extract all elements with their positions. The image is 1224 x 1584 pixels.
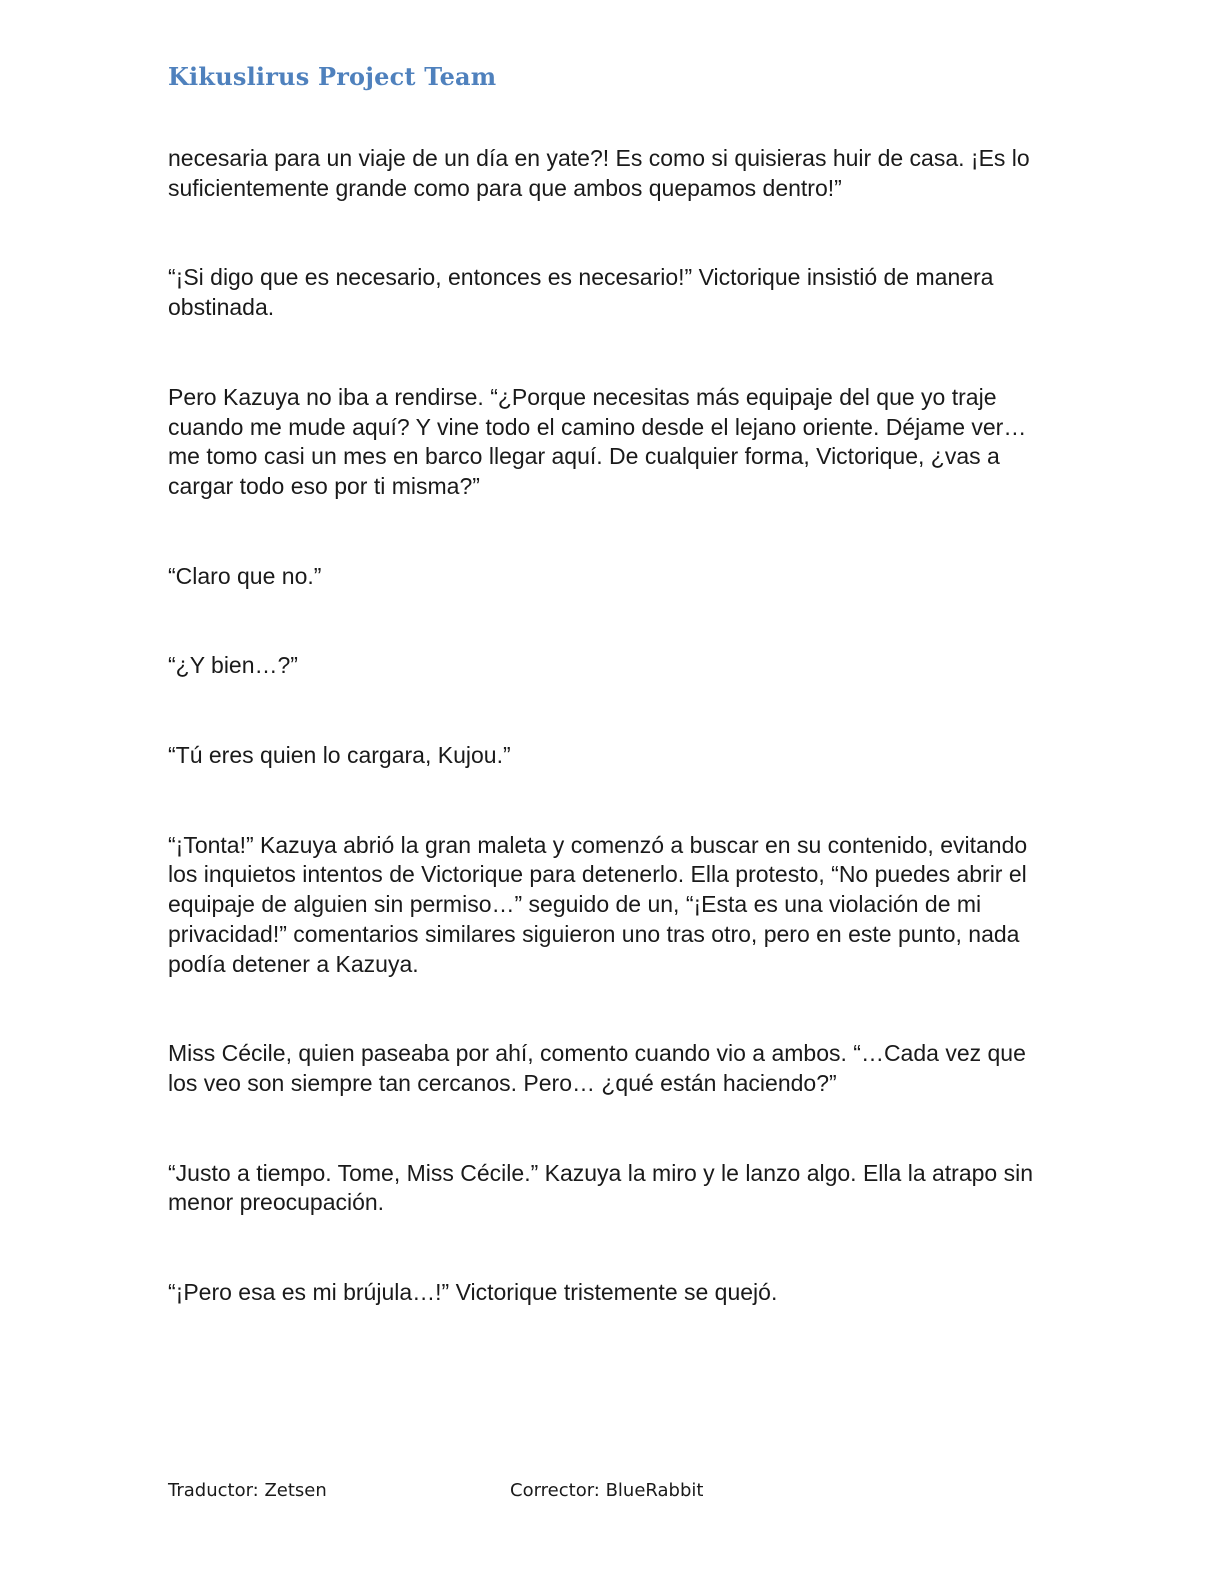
paragraph-9: “Justo a tiempo. Tome, Miss Cécile.” Kazuya la miro y le lanzo algo. Ella la atrapo sin menor preocupación. — [168, 1159, 1034, 1216]
paragraph-3: Pero Kazuya no iba a rendirse. “¿Porque necesitas más equipaje del que yo traje cuando me mude aquí? Y vine todo el camino desde el lejano oriente. Déjame ver… me tomo casi un mes en barco llegar aquí. De cualquier forma, Victorique, ¿vas a cargar todo eso por ti misma?” — [168, 383, 1027, 499]
paragraph-6: “Tú eres quien lo cargara, Kujou.” — [168, 742, 511, 769]
paragraph-5: “¿Y bien…?” — [168, 652, 298, 679]
paragraph-8: Miss Cécile, quien paseaba por ahí, comento cuando vio a ambos. “…Cada vez que los veo son siempre tan cercanos. Pero… ¿qué están haciendo?” — [168, 1040, 1026, 1096]
paragraph-7: “¡Tonta!” Kazuya abrió la gran maleta y comenzó a buscar en su contenido, evitando los inquietos intentos de Victorique para detenerlo. Ella protesto, “No puedes abrir el equipaje de alguien sin permiso…” seguido de un, “¡Esta es una violación de mi privacidad!” comentarios similares siguieron uno tras otro, pero en este punto, nada podía detener a Kazuya. — [168, 831, 1028, 977]
paragraph-1: necesaria para un viaje de un día en yate?! Es como si quisieras huir de casa. ¡Es lo suficientemente grande como para que ambos quepamos dentro!” — [168, 145, 1030, 201]
paragraph-10: “¡Pero esa es mi brújula…!” Victorique tristemente se quejó. — [168, 1279, 778, 1306]
footer-corrector: Corrector: BlueRabbit — [510, 1480, 704, 1501]
paragraph-4: “Claro que no.” — [168, 562, 322, 589]
paragraph-2: “¡Si digo que es necesario, entonces es necesario!” Victorique insistió de manera obstinada. — [168, 264, 994, 321]
body-text — [168, 144, 1048, 1368]
footer-translator: Traductor: Zetsen — [168, 1480, 327, 1501]
page-header-title: Kikuslirus Project Team — [168, 62, 497, 91]
